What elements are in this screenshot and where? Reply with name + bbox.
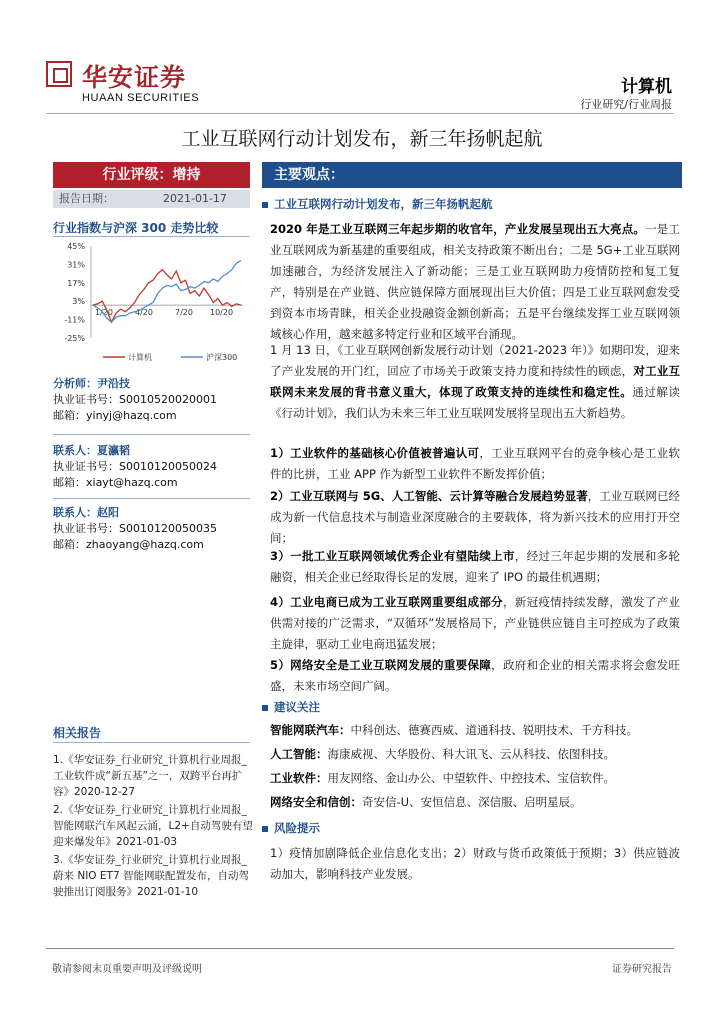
trend-5-bold: 5）网络安全是工业互联网发展的重要保障 (270, 658, 492, 672)
index-chart (53, 238, 250, 368)
square-bullet-icon (262, 826, 268, 832)
trend-1 (270, 443, 680, 485)
footer-divider (46, 948, 674, 949)
header-divider (46, 113, 674, 114)
recommend-key: 人工智能： (270, 747, 328, 761)
y-tick-label: 31% (67, 260, 85, 270)
related-heading-rule (53, 742, 250, 743)
related-report-2[interactable]: 2.《华安证券_行业研究_计算机行业周报_智能网联汽车风起云涌，L2+自动驾驶有望迎来爆发年》2021-01-03 (53, 804, 253, 848)
analyst-email: 邮箱：yinyj@hazq.com (53, 409, 177, 422)
paragraph-1-bold: 2020 年是工业互联网三年起步期的收官年，产业发展呈现出五大亮点。 (270, 222, 646, 236)
trend-3-text: ，经过三年起步期的发展和多轮融资，相关企业已经取得长足的发展，迎来了 IPO 的最佳机遇期； (270, 549, 681, 584)
logo-chinese: 华安证券 (82, 63, 187, 92)
bullet-heading-text: 建议关注 (274, 700, 320, 714)
related-report-1[interactable]: 1.《华安证券_行业研究_计算机行业周报_工业软件成“新五基”之一，双跨平台再扩容》2020-12-27 (53, 754, 247, 798)
paragraph-1 (270, 219, 680, 345)
index-chart-svg (53, 238, 250, 368)
sector-title: 计算机 (621, 77, 672, 97)
bullet-heading-text: 风险提示 (274, 821, 320, 835)
analyst-block (53, 376, 253, 424)
y-tick-label: 3% (72, 297, 85, 307)
trend-2-text: ，工业互联网已经成为新一代信息技术与制造业深度融合的主要载体，将为新兴技术的应用打开空间； (270, 489, 680, 545)
paragraph-2-bold: 对工业互联网未来发展的背书意义重大，体现了政策支持的连续性和稳定性。 (270, 364, 681, 399)
trend-5 (270, 655, 680, 697)
logo-mark (46, 61, 72, 87)
contact-email: 邮箱：zhaoyang@hazq.com (53, 538, 204, 551)
footer-label: 证券研究报告 (612, 964, 672, 975)
contact-cert: 执业证书号：S0010120050035 (53, 522, 217, 535)
recommend-key: 网络安全和信创： (270, 795, 362, 809)
report-title: 工业互联网行动计划发布，新三年扬帆起航 (181, 128, 543, 150)
contact-block-2 (53, 505, 253, 553)
divider (53, 434, 250, 435)
trend-2-bold: 2）工业互联网与 5G、人工智能、云计算等融合发展趋势显著 (270, 489, 588, 503)
recommend-row-1 (270, 720, 680, 741)
recommend-key: 智能网联汽车： (270, 723, 351, 737)
key-points-heading: 主要观点： (262, 162, 682, 188)
related-heading: 相关报告 (53, 726, 102, 740)
trend-3-bold: 3）一批工业互联网领域优秀企业有望陆续上市 (270, 549, 515, 563)
trend-4-bold: 4）工业电商已成为工业互联网重要组成部分 (270, 595, 503, 609)
x-tick-label: 1/20 (95, 308, 113, 318)
report-date-label: 报告日期： (59, 192, 114, 205)
trend-5-text: ，政府和企业的相关需求将会愈发旺盛，未来市场空间广阔。 (270, 658, 681, 693)
industry-rating: 行业评级：增持 (53, 162, 250, 188)
recommend-row-4 (270, 792, 680, 813)
contact-name: 联系人：赵阳 (53, 506, 119, 519)
square-bullet-icon (262, 202, 268, 208)
report-date-value: 2021-01-17 (163, 192, 227, 205)
trend-1-bold: 1）工业软件的基础核心价值被普遍认可 (270, 446, 480, 460)
logo-english: HUAAN SECURITIES (82, 92, 200, 104)
legend-label: 计算机 (128, 353, 152, 362)
contact-email: 邮箱：xiayt@hazq.com (53, 476, 178, 489)
recommend-value: 中科创达、德赛西威、道通科技、锐明技术、千方科技。 (350, 723, 638, 737)
recommend-value: 用友网络、金山办公、中望软件、中控技术、宝信软件。 (327, 771, 615, 785)
trend-2 (270, 486, 680, 549)
legend-label: 沪深300 (206, 353, 238, 362)
recommend-row-3 (270, 768, 680, 789)
recommend-key: 工业软件： (270, 771, 328, 785)
divider (53, 498, 250, 499)
recommend-value: 海康威视、大华股份、科大讯飞、云从科技、依图科技。 (327, 747, 615, 761)
risk-text: 1）疫情加剧降低企业信息化支出；2）财政与货币政策低于预期；3）供应链波动加大，影响科技产业发展。 (270, 846, 680, 881)
bullet-heading-text: 工业互联网行动计划发布，新三年扬帆起航 (274, 197, 493, 211)
report-type: 行业研究/行业周报 (580, 98, 672, 111)
y-tick-label: -11% (64, 315, 85, 325)
contact-block-1 (53, 443, 253, 491)
y-tick-label: 45% (67, 242, 85, 251)
chart-heading: 行业指数与沪深 300 走势比较 (53, 221, 219, 235)
x-tick-label: 7/20 (175, 308, 193, 318)
trend-3 (270, 546, 680, 588)
paragraph-2-text-a: 1 月 13 日，《工业互联网创新发展行动计划（2021-2023 年）》如期印发，迎来了产业发展的开门红，回应了市场关于政策支持力度和持续性的顾虑， (270, 343, 680, 378)
footer-disclaimer[interactable]: 敬请参阅末页重要声明及评级说明 (52, 964, 202, 975)
paragraph-1-text: 一是工业互联网成为新基建的重要组成，相关支持政策不断出台；二是 5G+工业互联网加速融合，为经济发展注入了新动能；三是工业互联网助力疫情防控和复工复产，特别是在产业链、供应链保障方面展现出巨大价值；四是工业互联网愈发受到资本市场青睐，相关企业投融资金额创新高；五是平台继续发挥工业互联网领域核心作用，越来越多特定行业和区域平台涌现。 (270, 222, 680, 341)
trend-1-text: ，工业互联网平台的竞争核心是工业软件的比拼，工业 APP 作为新型工业软件不断发挥价值； (270, 446, 681, 481)
report-date (53, 190, 250, 208)
y-tick-label: 17% (67, 278, 85, 288)
x-tick-label: 4/20 (135, 308, 153, 318)
recommend-value: 奇安信-U、安恒信息、深信服、启明星辰。 (362, 795, 582, 809)
analyst-name: 分析师：尹沿技 (53, 377, 130, 390)
bullet-heading-3 (262, 820, 320, 836)
chart-heading-rule (53, 236, 250, 237)
paragraph-2 (270, 340, 680, 424)
trend-4 (270, 592, 680, 655)
contact-name: 联系人：夏瀛韬 (53, 444, 130, 457)
recommend-row-2 (270, 744, 680, 765)
contact-cert: 执业证书号：S0010120050024 (53, 460, 217, 473)
trend-4-text: ，新冠疫情持续发酵，激发了产业供需对接的广泛需求，“双循环”发展格局下，产业链供应链自主可控成为了政策主旋律，驱动工业电商迅猛发展； (270, 595, 681, 651)
y-tick-label: -25% (64, 334, 85, 343)
bullet-heading-1 (262, 196, 493, 212)
square-bullet-icon (262, 705, 268, 711)
related-report-3[interactable]: 3.《华安证券_行业研究_计算机行业周报_蔚来 NIO ET7 智能网联配置发布，自动驾驶推出订阅服务》2021-01-10 (53, 854, 249, 898)
bullet-heading-2 (262, 699, 320, 715)
paragraph-2-text-b: 通过解读《行动计划》，我们认为未来三年工业互联网发展将呈现出五大新趋势。 (270, 385, 681, 420)
analyst-cert: 执业证书号：S0010520020001 (53, 393, 217, 406)
x-tick-label: 10/20 (210, 308, 234, 318)
